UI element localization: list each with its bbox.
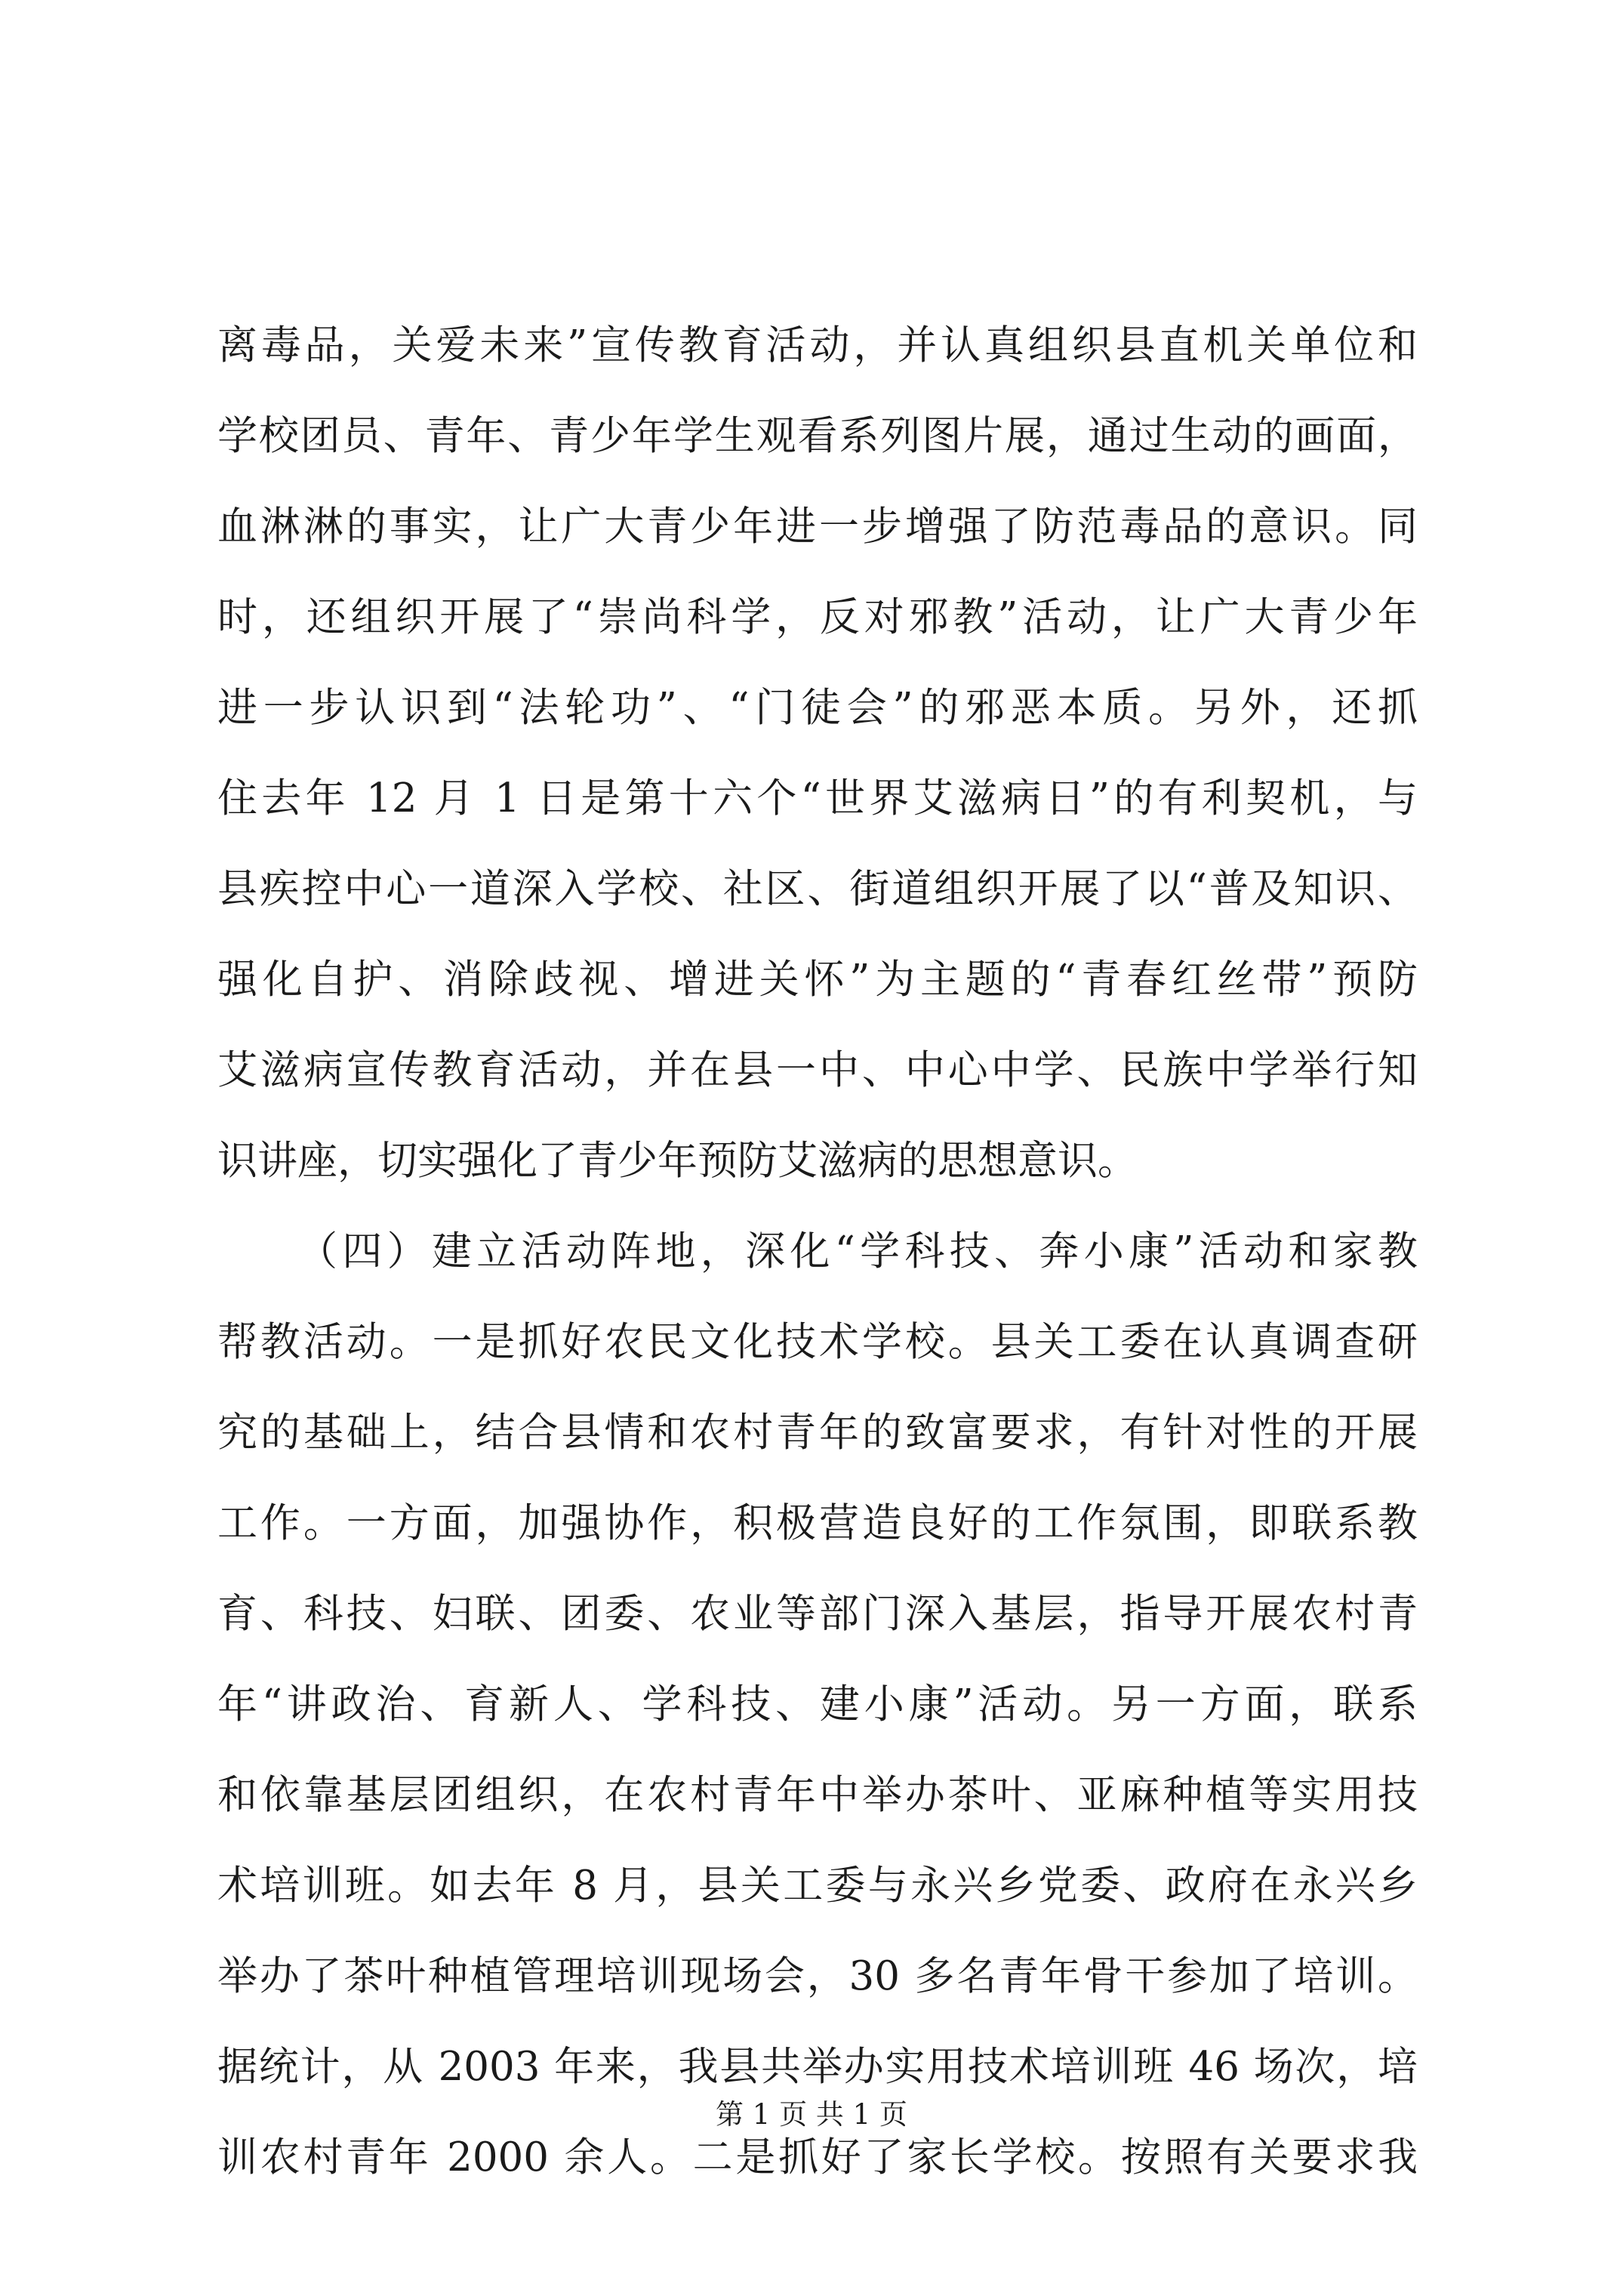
text-line: 艾滋病宣传教育活动，并在县一中、中心中学、民族中学举行知 [217, 1047, 1418, 1093]
text-line: 强化自护、消除歧视、增进关怀”为主题的“青春红丝带”预防 [217, 957, 1418, 1003]
text-line: 县疾控中心一道深入学校、社区、街道组织开展了以“普及知识、 [217, 866, 1418, 912]
text-line: 离毒品，关爱未来”宣传教育活动，并认真组织县直机关单位和 [217, 322, 1418, 368]
text-line: 举办了茶叶种植管理培训现场会，30 多名青年骨干参加了培训。 [217, 1953, 1418, 1999]
text-line: 育、科技、妇联、团委、农业等部门深入基层，指导开展农村青 [217, 1591, 1418, 1637]
text-line: 进一步认识到“法轮功”、“门徒会”的邪恶本质。另外，还抓 [217, 685, 1418, 731]
text-line: 术培训班。如去年 8 月，县关工委与永兴乡党委、政府在永兴乡 [217, 1863, 1418, 1909]
text-line: 学校团员、青年、青少年学生观看系列图片展，通过生动的画面， [217, 413, 1418, 459]
text-line: 帮教活动。一是抓好农民文化技术学校。县关工委在认真调查研 [217, 1319, 1418, 1365]
text-line: 年“讲政治、育新人、学科技、建小康”活动。另一方面，联系 [217, 1681, 1418, 1727]
text-line: 住去年 12 月 1 日是第十六个“世界艾滋病日”的有利契机，与 [217, 775, 1418, 821]
text-line: 和依靠基层团组织，在农村青年中举办茶叶、亚麻种植等实用技 [217, 1772, 1418, 1818]
paragraph-first-line: （四）建立活动阵地，深化“学科技、奔小康”活动和家教 [297, 1228, 1418, 1274]
text-line: 工作。一方面，加强协作，积极营造良好的工作氛围，即联系教 [217, 1500, 1418, 1546]
text-line: 究的基础上，结合县情和农村青年的致富要求，有针对性的开展 [217, 1410, 1418, 1456]
body-text [217, 300, 1418, 2203]
text-line: 据统计，从 2003 年来，我县共举办实用技术培训班 46 场次，培 [217, 2044, 1418, 2090]
page-number-label: 第 1 页 共 1 页 [716, 2098, 907, 2131]
text-line: 血淋淋的事实，让广大青少年进一步增强了防范毒品的意识。同 [217, 504, 1418, 550]
page-footer [0, 2096, 1623, 2134]
paragraph-last-line: 识讲座，切实强化了青少年预防艾滋病的思想意识。 [217, 1138, 1138, 1184]
text-line: 训农村青年 2000 余人。二是抓好了家长学校。按照有关要求我 [217, 2134, 1418, 2180]
text-line: 时，还组织开展了“崇尚科学，反对邪教”活动，让广大青少年 [217, 594, 1418, 640]
